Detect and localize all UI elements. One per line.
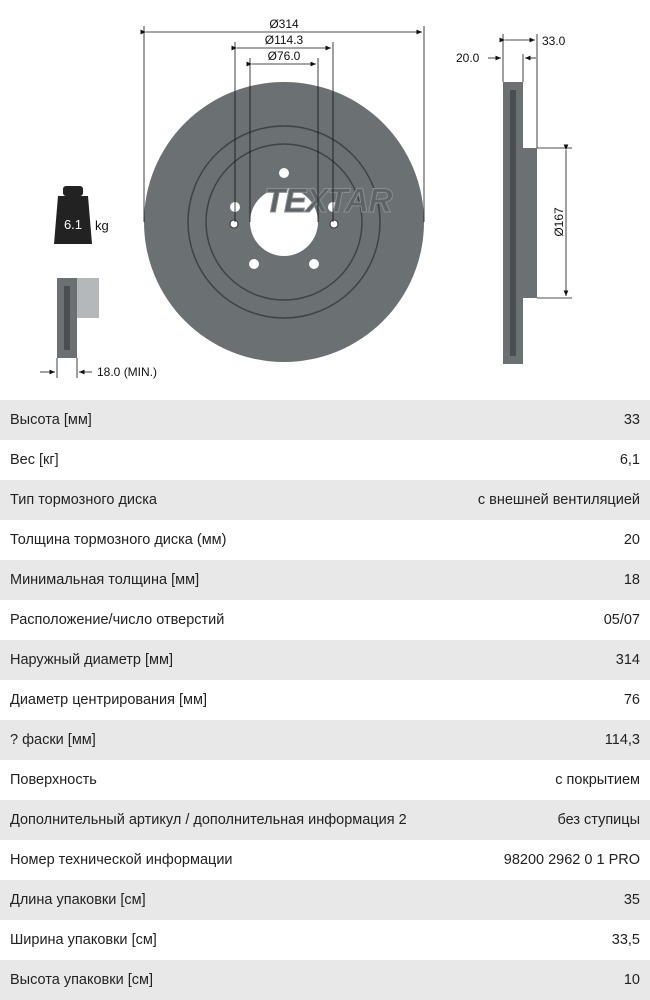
spec-row — [0, 680, 650, 720]
dim-thickness: 20.0 — [456, 51, 480, 65]
spec-value: с покрытием — [555, 772, 640, 788]
brand-logo: TEXTAR — [264, 182, 392, 220]
spec-row — [0, 560, 650, 600]
spec-label: Диаметр центрирования [мм] — [10, 692, 208, 708]
spec-value: 33 — [623, 412, 640, 428]
hat-profile — [523, 148, 537, 298]
screw-hole — [330, 220, 338, 228]
spec-label: Дополнительный артикул / дополнительная информация 2 — [10, 812, 407, 828]
bolt-hole — [309, 259, 319, 269]
spec-label: Длина упаковки [см] — [10, 892, 146, 908]
spec-row — [0, 800, 650, 840]
spec-row — [0, 720, 650, 760]
weight-icon — [54, 186, 109, 244]
disc-front-view — [144, 17, 424, 362]
spec-row — [0, 440, 650, 480]
spec-label: Минимальная толщина [мм] — [10, 572, 200, 588]
spec-value: без ступицы — [557, 812, 640, 828]
spec-value: 33,5 — [611, 932, 640, 948]
disc-side-view — [456, 34, 572, 364]
spec-value: 98200 2962 0 1 PRO — [503, 852, 640, 868]
spec-table — [0, 400, 650, 1000]
spec-value: 18 — [623, 572, 640, 588]
spec-value: 10 — [623, 972, 640, 988]
spec-row — [0, 480, 650, 520]
spec-row — [0, 640, 650, 680]
spec-row — [0, 920, 650, 960]
spec-row — [0, 960, 650, 1000]
technical-drawing — [0, 0, 650, 400]
spec-row — [0, 840, 650, 880]
spec-label: Наружный диаметр [мм] — [10, 652, 174, 668]
dim-hat-diameter: Ø167 — [552, 207, 566, 237]
spec-value: 05/07 — [603, 612, 640, 628]
spec-label: Тип тормозного диска — [10, 492, 157, 508]
bolt-hole — [279, 168, 289, 178]
dim-center-bore: Ø76.0 — [267, 49, 301, 63]
dim-total-height: 33.0 — [542, 34, 566, 48]
spec-label: Высота упаковки [см] — [10, 972, 154, 988]
dim-min-thickness: 18.0 (MIN.) — [97, 365, 158, 379]
spec-value: 314 — [615, 652, 640, 668]
min-thickness-icon — [40, 278, 157, 379]
spec-row — [0, 400, 650, 440]
spec-row — [0, 760, 650, 800]
spec-label: Расположение/число отверстий — [10, 612, 225, 628]
screw-hole — [230, 220, 238, 228]
spec-value: с внешней вентиляцией — [477, 492, 640, 508]
dim-pcd: Ø114.3 — [264, 33, 304, 47]
weight-unit: kg — [95, 218, 109, 233]
bolt-hole — [249, 259, 259, 269]
dim-outer-diameter: Ø314 — [269, 17, 299, 31]
spec-label: Ширина упаковки [см] — [10, 932, 157, 948]
spec-value: 20 — [623, 532, 640, 548]
spec-value: 35 — [623, 892, 640, 908]
spec-value: 76 — [623, 692, 640, 708]
spec-label: Поверхность — [10, 772, 97, 788]
spec-label: Вес [кг] — [10, 452, 59, 468]
spec-value: 114,3 — [604, 732, 640, 748]
spec-label: Номер технической информации — [10, 852, 233, 868]
spec-value: 6,1 — [619, 452, 640, 468]
spec-label: Высота [мм] — [10, 412, 92, 428]
spec-label: ? фаски [мм] — [10, 732, 96, 748]
spec-label: Толщина тормозного диска (мм) — [10, 532, 227, 548]
weight-value: 6.1 — [63, 217, 83, 232]
spec-row — [0, 520, 650, 560]
spec-row — [0, 600, 650, 640]
spec-row — [0, 880, 650, 920]
